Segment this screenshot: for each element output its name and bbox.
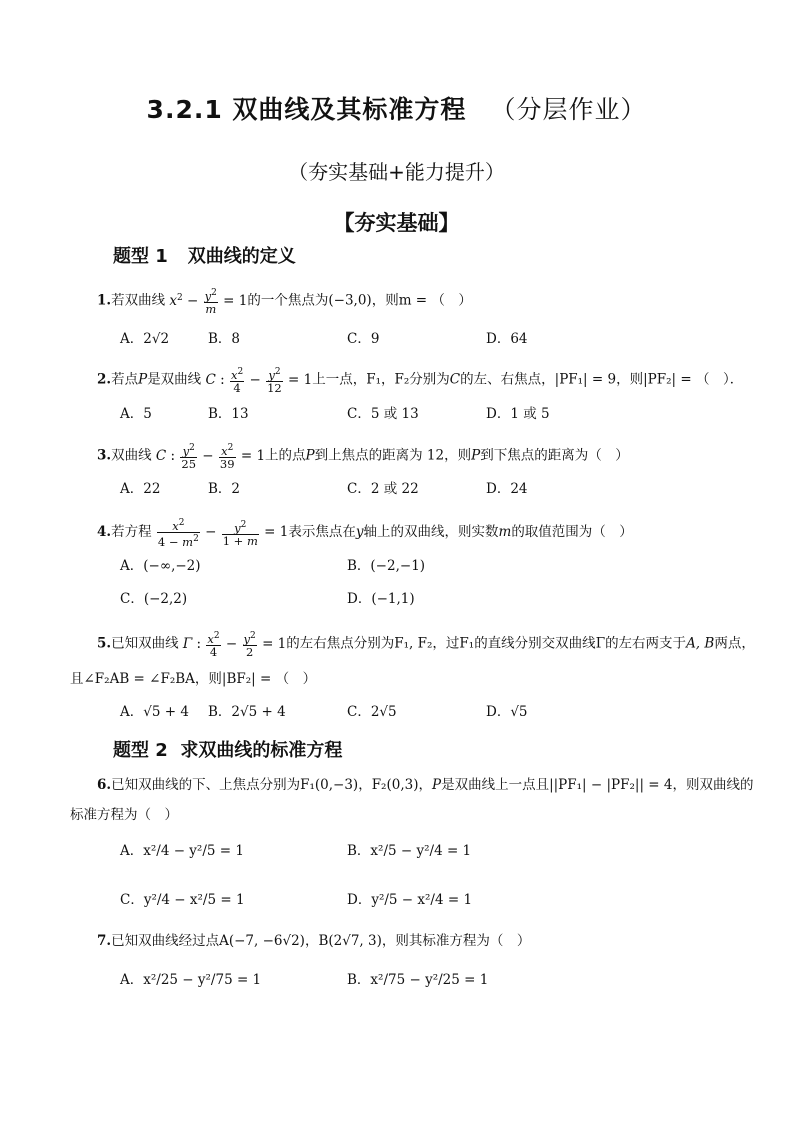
- q6-p: P: [431, 777, 442, 793]
- q3-option-b[interactable]: B．2: [208, 481, 241, 497]
- q2-option-a[interactable]: A．5: [120, 406, 152, 422]
- question-6-line2: 标准方程为（ ）: [70, 807, 178, 823]
- q3-text2: 上的点: [265, 447, 306, 464]
- q1-number: 1.: [97, 292, 112, 309]
- q4-axis: y: [355, 524, 364, 540]
- q5-ask: |BF₂| = （ ）: [221, 671, 317, 687]
- page-title: [0, 90, 793, 126]
- q1-suffix: ，则: [371, 292, 399, 309]
- q5-foci: F₁, F₂: [394, 635, 433, 652]
- q4-equation: $\frac{x^2}{4 - m^2}$ − $\frac{y^2}{1 + m}$ = 1: [157, 518, 289, 549]
- type2-name: 求双曲线的标准方程: [180, 740, 343, 761]
- q4-text3: 轴上的双曲线，则实数: [363, 524, 499, 540]
- q2-text4: 分别为: [409, 371, 450, 388]
- q3-text1: 双曲线: [111, 447, 152, 464]
- q2-c: C: [449, 371, 461, 388]
- page-subtitle: （夯实基础+能力提升）: [288, 160, 505, 184]
- q4-option-d[interactable]: D．(−1,1): [347, 591, 415, 607]
- type1-label: 题型 1: [113, 246, 168, 267]
- q1-option-b[interactable]: B．8: [208, 331, 241, 347]
- q4-text4: 的取值范围为（ ）: [511, 524, 633, 540]
- q5-text4: 的直线分别交双曲线: [474, 635, 596, 652]
- question-2: [97, 366, 753, 394]
- question-5-line2: [70, 670, 753, 688]
- q5-text6: 两点，: [714, 635, 755, 652]
- q2-option-b[interactable]: B．13: [208, 406, 249, 422]
- q5-f1: F₁: [459, 635, 475, 652]
- q4-var: m: [498, 524, 512, 540]
- title-main: 3.2.1 双曲线及其标准方程: [146, 95, 467, 124]
- type2-heading: [113, 736, 342, 762]
- q6-text3: 是双曲线上一点且: [441, 777, 550, 793]
- q6-condition: ||PF₁| − |PF₂|| = 4: [549, 777, 673, 793]
- question-1: [97, 287, 753, 315]
- q2-option-d[interactable]: D．1 或 5: [486, 406, 550, 422]
- q2-point-p: P: [138, 371, 148, 388]
- q6-option-b[interactable]: B．x²/5 − y²/4 = 1: [347, 843, 472, 859]
- q7-option-a[interactable]: A．x²/25 − y²/75 = 1: [120, 972, 262, 988]
- q5-option-a[interactable]: A．√5 + 4: [120, 704, 189, 720]
- q3-option-a[interactable]: A．22: [120, 481, 161, 497]
- q2-curve: C : $\frac{x^2}{4}$ − $\frac{y^2}{12}$ = 1: [205, 367, 313, 395]
- q6-f2: F₂(0,3): [371, 777, 419, 793]
- q7-text2: ，则其标准方程为（ ）: [381, 933, 531, 949]
- q7-text1: 已知双曲线经过点: [111, 933, 220, 949]
- q6-number: 6.: [97, 777, 112, 793]
- q5-gamma: Γ: [595, 635, 606, 652]
- q6-option-c[interactable]: C．y²/4 − x²/5 = 1: [120, 892, 245, 908]
- q5-angle: ∠F₂AB = ∠F₂BA: [83, 671, 195, 687]
- q3-p: P: [305, 447, 315, 464]
- q6-text1: 已知双曲线的下、上焦点分别为: [111, 777, 301, 793]
- q5-number: 5.: [97, 635, 112, 652]
- type1-heading: [113, 242, 296, 268]
- q4-number: 4.: [97, 524, 112, 540]
- q1-option-d[interactable]: D．64: [486, 331, 528, 347]
- q3-text4: 到下焦点的距离为（ ）: [480, 447, 629, 464]
- q3-text3: 到上焦点的距离为 12，则: [314, 447, 472, 464]
- question-5: [97, 630, 753, 658]
- q4-text2: 表示焦点在: [288, 524, 356, 540]
- q1-equation: $x^2$ − $\frac{y^2}{m}$ = 1: [169, 288, 248, 316]
- q2-text2: 是双曲线: [147, 371, 202, 388]
- question-4: [97, 517, 753, 548]
- q6-option-d[interactable]: D．y²/5 − x²/4 = 1: [347, 892, 473, 908]
- q2-text1: 若点: [111, 371, 139, 388]
- q5-curve: Γ : $\frac{x^2}{4}$ − $\frac{y^2}{2}$ = 1: [182, 631, 287, 659]
- q2-option-c[interactable]: C．5 或 13: [347, 406, 419, 422]
- q5-text1: 已知双曲线: [111, 635, 179, 652]
- q2-number: 2.: [97, 371, 112, 388]
- q6-sep: ，: [358, 777, 372, 793]
- q4-option-b[interactable]: B．(−2,−1): [347, 558, 426, 574]
- q4-option-a[interactable]: A．(−∞,−2): [120, 558, 201, 574]
- q2-text3: 上一点，: [312, 371, 367, 388]
- question-6: [97, 776, 753, 794]
- type1-name: 双曲线的定义: [187, 246, 296, 267]
- q2-ask: |PF₂| = （ ）．: [643, 371, 744, 388]
- q1-ask: m = （ ）: [398, 292, 472, 309]
- q5-text3: ，过: [432, 635, 460, 652]
- q5-line2b: ，则: [194, 671, 222, 687]
- q1-option-a[interactable]: A．2√2: [120, 331, 170, 347]
- q5-option-b[interactable]: B．2√5 + 4: [208, 704, 286, 720]
- q5-points: A, B: [686, 635, 715, 652]
- q1-option-c[interactable]: C．9: [347, 331, 380, 347]
- q7-option-b[interactable]: B．x²/75 − y²/25 = 1: [347, 972, 489, 988]
- q6-text4: ，则双曲线的: [672, 777, 754, 793]
- q5-line2a: 且: [70, 671, 84, 687]
- q4-text1: 若方程: [111, 524, 152, 540]
- q5-option-d[interactable]: D．√5: [486, 704, 528, 720]
- q6-text2: ，: [418, 777, 432, 793]
- q2-condition: |PF₁| = 9: [554, 371, 617, 388]
- q5-text2: 的左右焦点分别为: [286, 635, 395, 652]
- q3-number: 3.: [97, 447, 112, 464]
- q3-curve: C : $\frac{y^2}{25}$ − $\frac{x^2}{39}$ = 1: [155, 443, 266, 471]
- q3-p2: P: [471, 447, 481, 464]
- q7-sep: ，: [304, 933, 319, 949]
- q7-point-b: B(2√7, 3): [318, 933, 382, 949]
- q3-option-c[interactable]: C．2 或 22: [347, 481, 419, 497]
- q2-foci: F₁，F₂: [366, 371, 410, 388]
- q7-point-a: A(−7, −6√2): [219, 933, 305, 949]
- q2-text5: 的左、右焦点，: [460, 371, 555, 388]
- type2-label: 题型 2: [113, 740, 168, 761]
- q5-text5: 的左右两支于: [605, 635, 687, 652]
- section-heading: 【夯实基础】: [333, 211, 460, 235]
- q5-option-c[interactable]: C．2√5: [347, 704, 397, 720]
- q6-option-a[interactable]: A．x²/4 − y²/5 = 1: [120, 843, 244, 859]
- title-tail: （分层作业）: [490, 95, 647, 124]
- q1-mid: 的一个焦点为: [247, 292, 329, 309]
- q1-point: (−3,0): [328, 292, 372, 309]
- q2-text6: ，则: [616, 371, 644, 388]
- q3-option-d[interactable]: D．24: [486, 481, 528, 497]
- question-7: [97, 932, 753, 950]
- q7-number: 7.: [97, 933, 112, 949]
- question-3: [97, 442, 753, 470]
- q4-option-c[interactable]: C．(−2,2): [120, 591, 188, 607]
- q6-f1: F₁(0,−3): [300, 777, 359, 793]
- q1-prefix: 若双曲线: [111, 292, 166, 309]
